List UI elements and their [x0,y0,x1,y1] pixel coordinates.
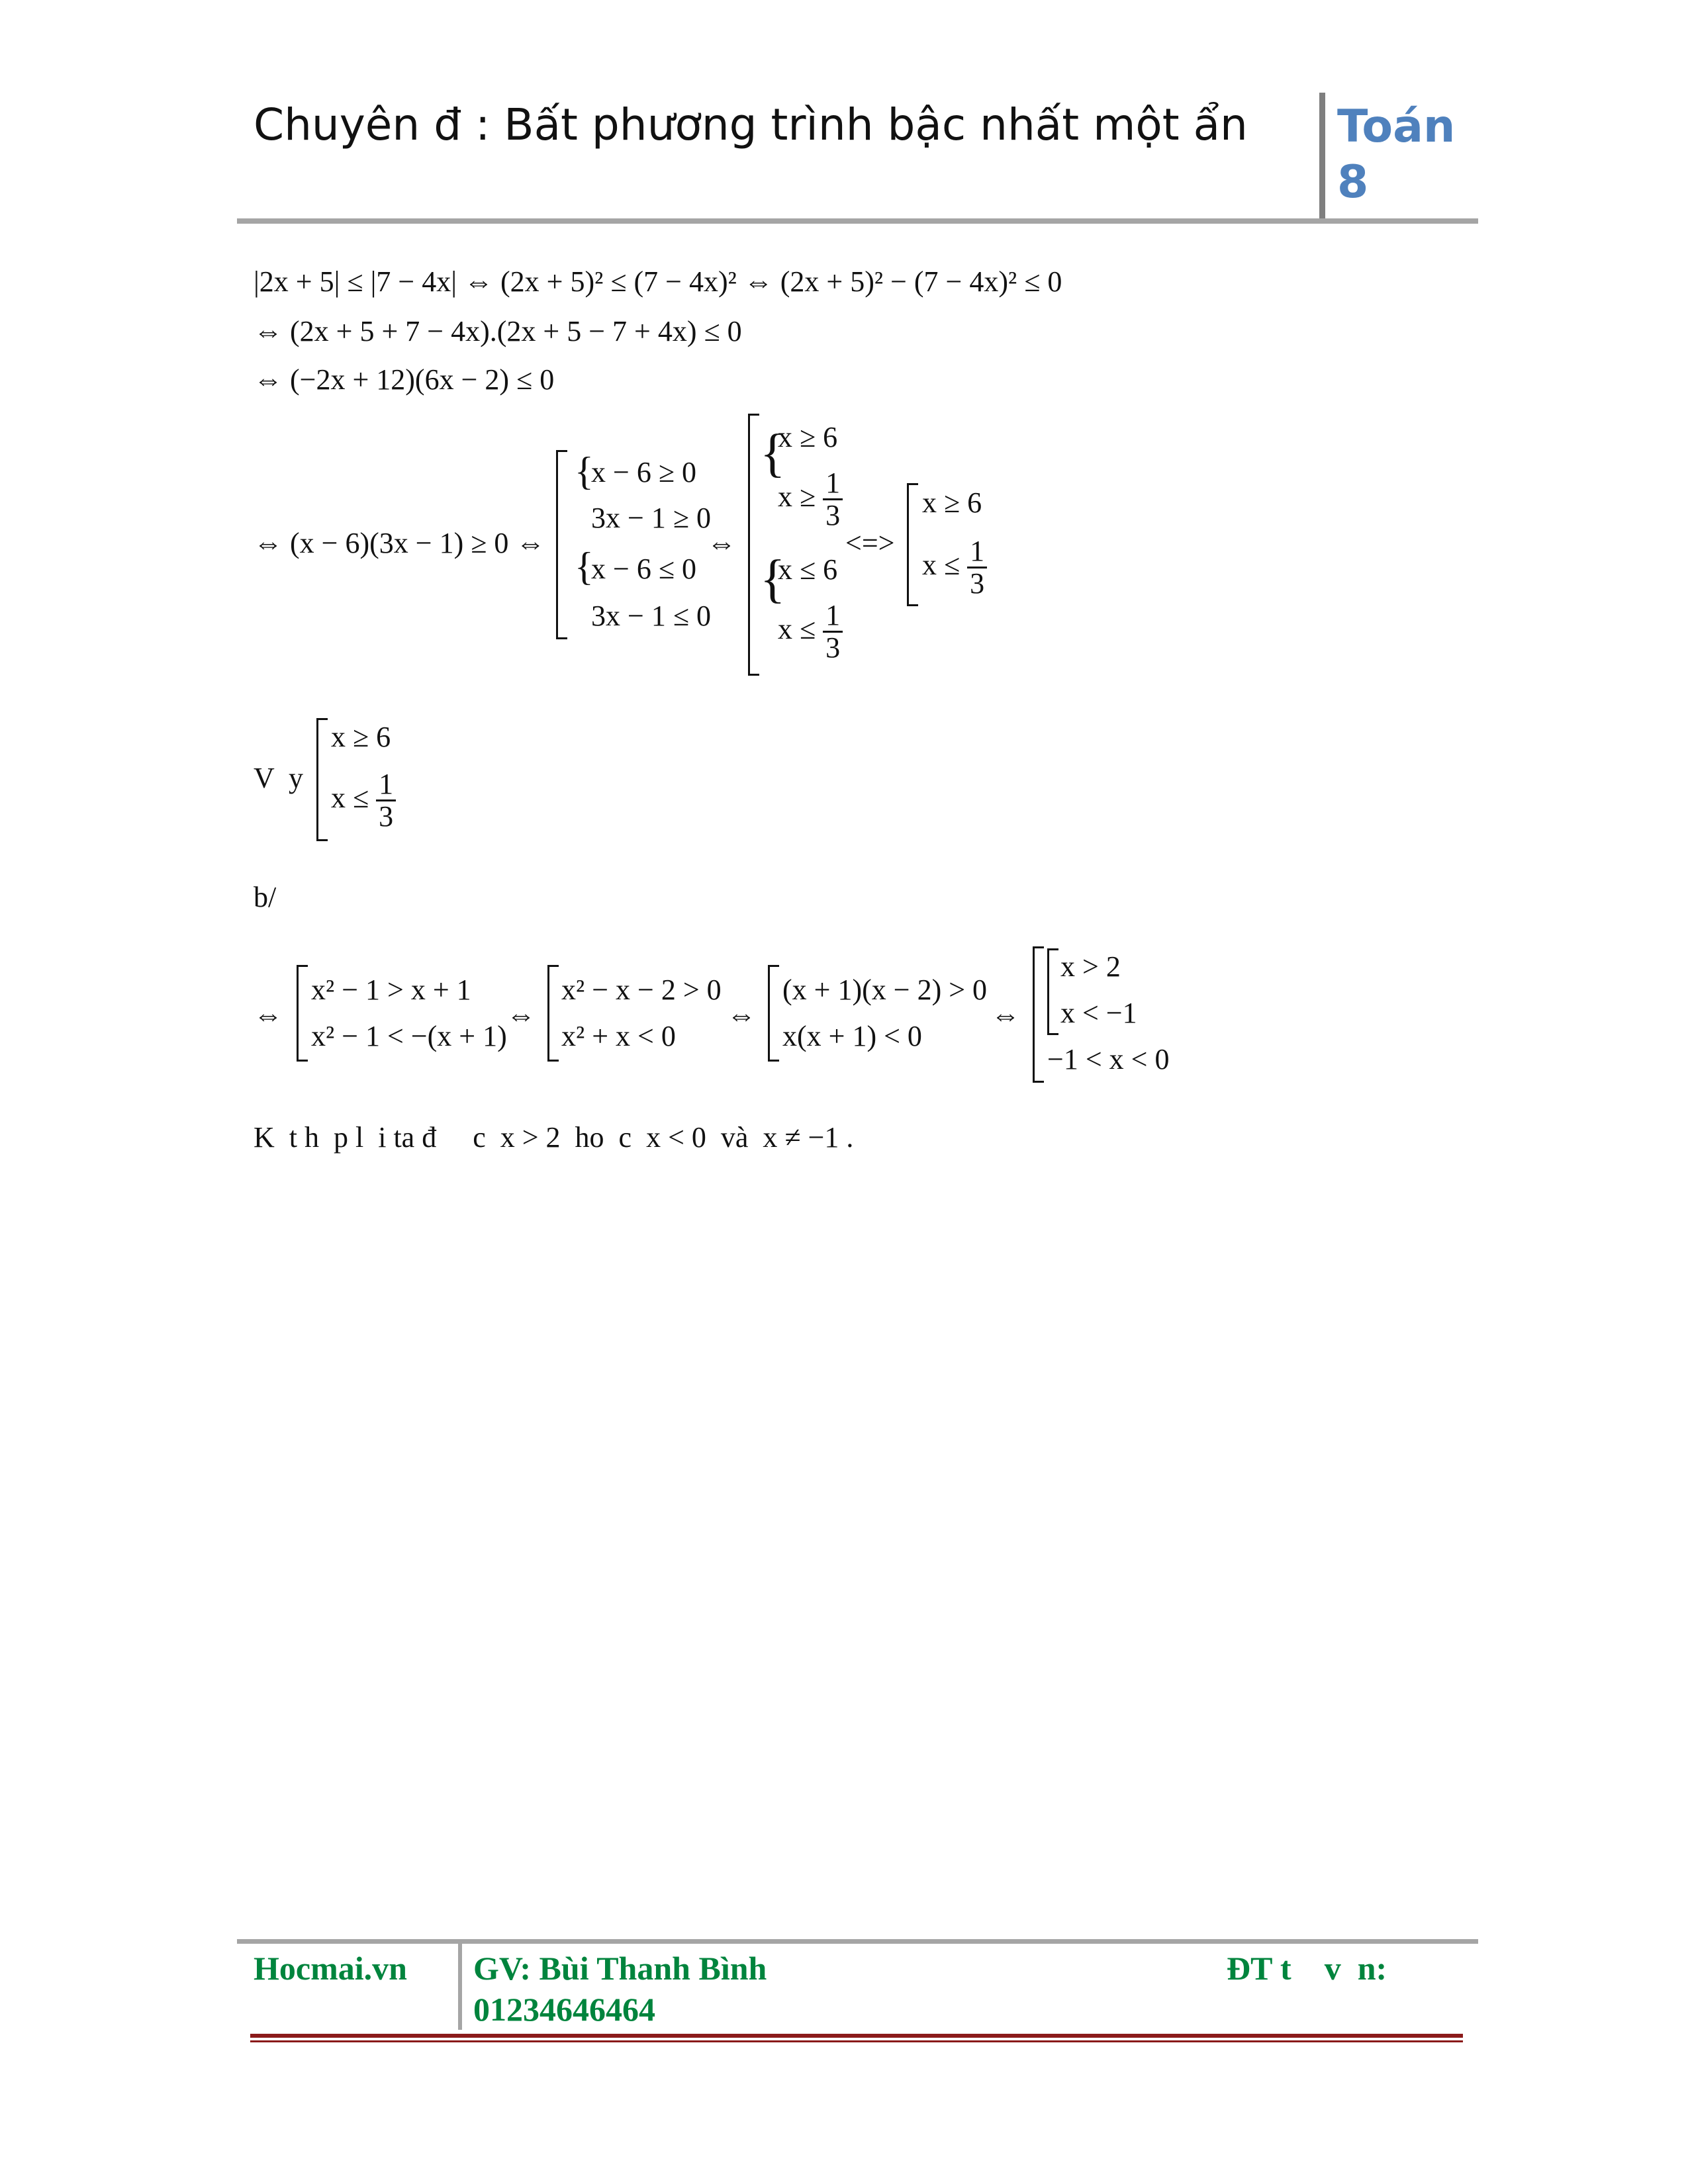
b-result-line-b: x < −1 [1060,997,1137,1029]
fraction [823,600,843,663]
conclusion-line-a: x ≥ 6 [331,721,391,753]
system-3-line-b [778,468,843,531]
brace-icon: { [575,449,594,493]
header-divider [1319,93,1325,222]
conclusion-ineq: x ≤ [331,781,369,814]
result-ineq: x ≤ [922,548,961,581]
fraction [823,468,843,531]
footer-teacher: GV: Bùi Thanh Bình [473,1950,767,1987]
b-system-2-line-b: x² + x < 0 [561,1020,676,1052]
b-system-1-line-a: x² − 1 > x + 1 [311,974,471,1006]
b-system-3-line-a: (x + 1)(x − 2) > 0 [782,974,988,1006]
b-result-line-c: −1 < x < 0 [1047,1043,1170,1075]
footer-phone: 01234646464 [473,1991,655,2028]
system-1-line-a: x − 6 ≥ 0 [591,456,696,488]
equivalence-symbol: <=> [845,527,895,559]
fraction-numerator: 1 [967,536,987,569]
brace-icon: { [760,424,786,482]
header-rule [237,218,1478,224]
iff-symbol: ⇔ [707,527,736,559]
equation-line-3: ⇔ (−2x + 12)(6x − 2) ≤ 0 [254,363,555,396]
brace-icon: { [575,545,594,588]
footer-double-rule [250,2034,1463,2038]
fraction-denominator: 3 [825,631,841,664]
fraction-numerator: 1 [823,468,843,500]
or-bracket [748,414,759,676]
result-line-b [922,536,987,599]
iff-symbol: ⇔ [506,999,536,1031]
or-bracket-inner [1047,948,1058,1035]
iff-symbol: ⇔ [991,999,1020,1031]
subject-grade: 8 [1337,156,1369,208]
system-4-ineq: x ≤ [778,612,816,645]
system-2-line-a: x − 6 ≤ 0 [591,553,696,585]
iff-symbol: ⇔ [727,999,756,1031]
footer-contact-label: ĐT t v n: [1227,1950,1387,1987]
b-system-2-line-a: x² − x − 2 > 0 [561,974,722,1006]
b-system-1-line-b: x² − 1 < −(x + 1) [311,1020,507,1052]
fraction-denominator: 3 [825,499,841,532]
or-bracket [1033,946,1044,1083]
or-bracket [547,965,559,1062]
system-3-ineq: x ≥ [778,480,816,513]
iff-symbol: ⇔ [254,999,283,1031]
footer-divider [458,1944,462,2030]
part-b-label: b/ [254,881,277,913]
fraction-numerator: 1 [823,600,843,633]
or-bracket [316,718,328,841]
b-system-3-line-b: x(x + 1) < 0 [782,1020,922,1052]
part-b-result: K t h p l i ta đ c x > 2 ho c x < 0 và x ≠ −1 . [254,1121,854,1154]
b-result-line-a: x > 2 [1060,950,1121,983]
equation-line-4: ⇔ (x − 6)(3x − 1) ≥ 0 ⇔ [254,527,545,559]
system-3-line-a: x ≥ 6 [778,421,838,453]
footer-site: Hocmai.vn [254,1950,407,1987]
conclusion-line-b [331,769,396,832]
or-bracket [297,965,308,1062]
footer-double-rule-thin [250,2040,1463,2042]
equation-line-2: ⇔ (2x + 5 + 7 − 4x).(2x + 5 − 7 + 4x) ≤ 0 [254,315,742,347]
or-bracket [556,450,567,639]
fraction [376,769,396,832]
subject-name: Toán [1337,101,1456,153]
equation-line-1: |2x + 5| ≤ |7 − 4x| ⇔ (2x + 5)² ≤ (7 − 4x)² ⇔ (2x + 5)² − (7 − 4x)² ≤ 0 [254,265,1062,298]
page-header-title: Chuyên đ : Bất phương trình bậc nhất một ẩn [254,99,1248,150]
fraction-denominator: 3 [970,567,985,600]
fraction-numerator: 1 [376,769,396,801]
system-4-line-a: x ≤ 6 [778,553,838,586]
or-bracket [907,483,918,606]
system-4-line-b [778,600,843,663]
result-line-a: x ≥ 6 [922,486,982,519]
system-1-line-b: 3x − 1 ≥ 0 [591,502,711,534]
or-bracket [768,965,779,1062]
system-2-line-b: 3x − 1 ≤ 0 [591,600,711,632]
header-subject [1337,99,1455,210]
fraction-denominator: 3 [379,800,394,833]
fraction [967,536,987,599]
brace-icon: { [760,550,786,608]
conclusion-label: V y [254,762,303,794]
footer-rule [237,1939,1478,1944]
